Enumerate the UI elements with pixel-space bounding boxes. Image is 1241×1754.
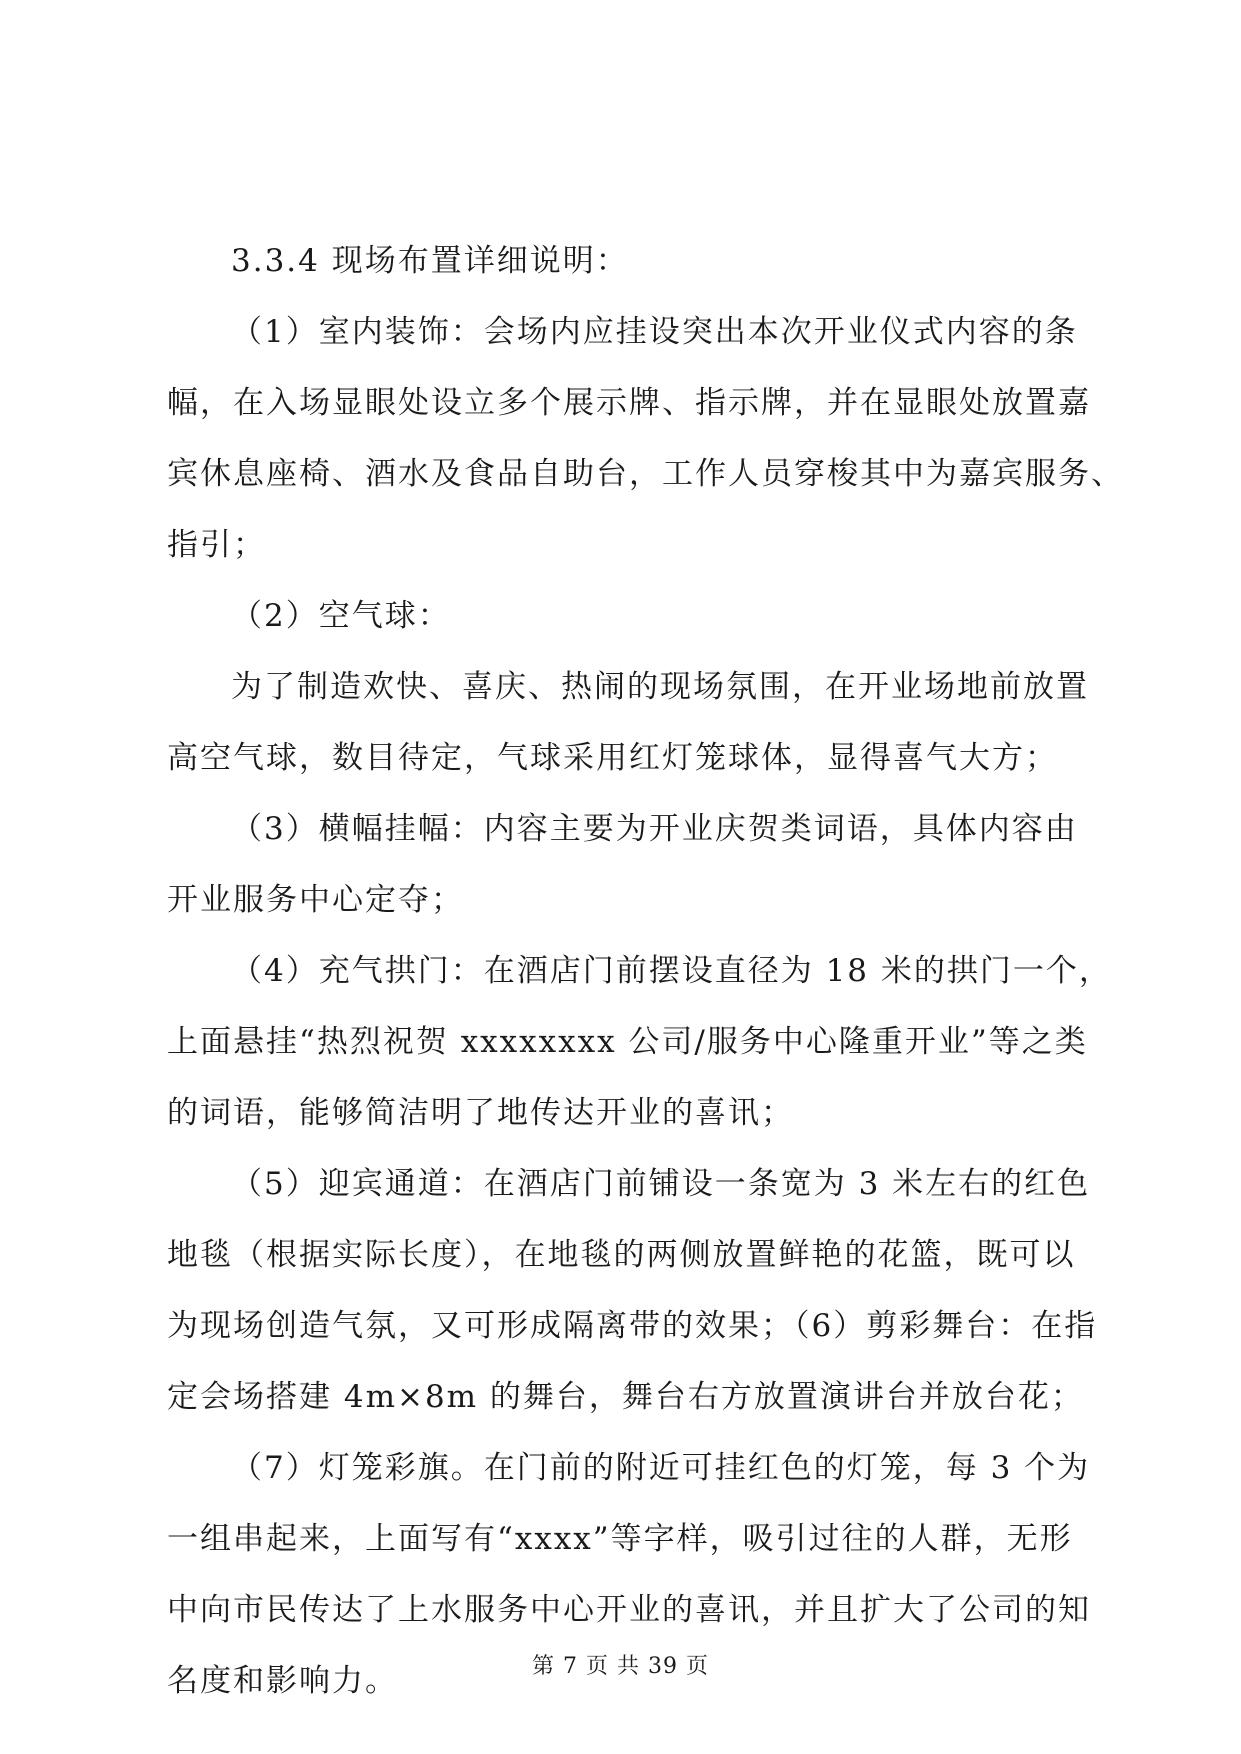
body-line: 幅，在入场显眼处设立多个展示牌、指示牌，并在显眼处放置嘉: [167, 385, 1091, 421]
body-line: 中向市民传达了上水服务中心开业的喜讯，并且扩大了公司的知: [167, 1592, 1091, 1628]
body-line: （4）充气拱门：在酒店门前摆设直径为 18 米的拱门一个，: [231, 953, 1112, 989]
document-body: [167, 226, 1124, 1717]
body-line: 高空气球，数目待定，气球采用红灯笼球体，显得喜气大方；: [167, 740, 1058, 776]
body-line: 为现场创造气氛，又可形成隔离带的效果；（6）剪彩舞台：在指: [167, 1308, 1098, 1344]
body-line: 为了制造欢快、喜庆、热闹的现场氛围，在开业场地前放置: [231, 669, 1089, 705]
body-line: （3）横幅挂幅：内容主要为开业庆贺类词语，具体内容由: [231, 811, 1078, 847]
body-line: 地毯（根据实际长度），在地毯的两侧放置鲜艳的花篮，既可以: [167, 1237, 1076, 1273]
body-line: 上面悬挂“热烈祝贺 xxxxxxxx 公司/服务中心隆重开业”等之类: [167, 1024, 1088, 1060]
body-line: 定会场搭建 4m×8m 的舞台，舞台右方放置演讲台并放台花；: [167, 1379, 1084, 1415]
body-line: （7）灯笼彩旗。在门前的附近可挂红色的灯笼，每 3 个为: [231, 1450, 1091, 1486]
body-line: （5）迎宾通道：在酒店门前铺设一条宽为 3 米左右的红色: [231, 1166, 1091, 1202]
body-line: 名度和影响力。: [167, 1663, 398, 1699]
body-line: 的词语，能够简洁明了地传达开业的喜讯；: [167, 1095, 794, 1131]
body-line: 宾休息座椅、酒水及食品自助台，工作人员穿梭其中为嘉宾服务、: [167, 456, 1124, 492]
body-line: （1）室内装饰：会场内应挂设突出本次开业仪式内容的条: [231, 314, 1078, 350]
body-line: （2）空气球：: [231, 598, 451, 634]
body-line: 3.3.4 现场布置详细说明：: [231, 243, 629, 279]
body-line: 开业服务中心定夺；: [167, 882, 464, 918]
page-number-footer: 第 7 页 共 39 页: [532, 1654, 709, 1679]
body-line: 指引；: [167, 527, 266, 563]
body-line: 一组串起来，上面写有“xxxx”等字样，吸引过往的人群，无形: [167, 1521, 1073, 1557]
